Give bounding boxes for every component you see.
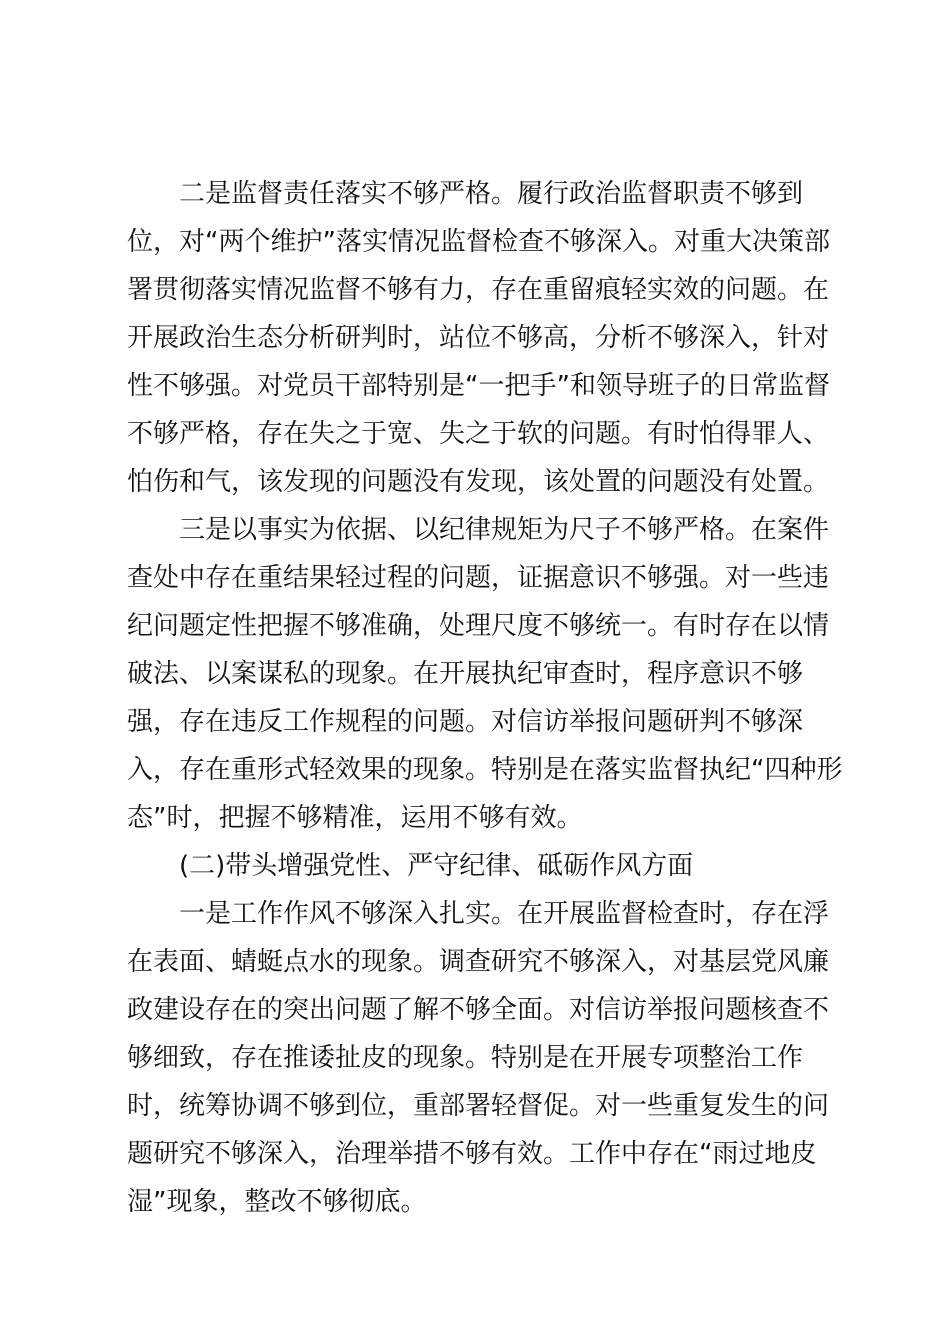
- paragraph-line: 二是监督责任落实不够严格。履行政治监督职责不够到: [179, 179, 804, 209]
- paragraph-line: 破法、以案谋私的现象。在开展执纪审查时，程序意识不够: [127, 659, 804, 689]
- paragraph-line: 不够严格，存在失之于宽、失之于软的问题。有时怕得罪人、: [127, 419, 830, 449]
- paragraph-line: 纪问题定性把握不够准确，处理尺度不够统一。有时存在以情: [127, 611, 830, 641]
- paragraph-line: 在表面、蜻蜓点水的现象。调查研究不够深入，对基层党风廉: [127, 947, 830, 977]
- paragraph-line: 怕伤和气，该发现的问题没有发现，该处置的问题没有处置。: [127, 467, 830, 497]
- paragraph-line: 态”时，把握不够精准，运用不够有效。: [127, 803, 583, 833]
- paragraph-line: 入，存在重形式轻效果的现象。特别是在落实监督执纪“四种形: [127, 755, 843, 785]
- paragraph-line: 一是工作作风不够深入扎实。在开展监督检查时，存在浮: [179, 899, 830, 929]
- paragraph-line: 性不够强。对党员干部特别是“一把手”和领导班子的日常监督: [127, 371, 830, 401]
- paragraph-line: 强，存在违反工作规程的问题。对信访举报问题研判不够深: [127, 707, 804, 737]
- section-heading: (二)带头增强党性、严守纪律、砥砺作风方面: [179, 851, 694, 881]
- paragraph-line: 三是以事实为依据、以纪律规矩为尺子不够严格。在案件: [179, 515, 830, 545]
- paragraph-line: 政建设存在的突出问题了解不够全面。对信访举报问题核查不: [127, 995, 830, 1025]
- paragraph-line: 够细致，存在推诿扯皮的现象。特别是在开展专项整治工作: [127, 1043, 804, 1073]
- paragraph-line: 湿”现象，整改不够彻底。: [127, 1187, 427, 1217]
- document-body: [127, 170, 843, 1226]
- paragraph-line: 查处中存在重结果轻过程的问题，证据意识不够强。对一些违: [127, 563, 830, 593]
- paragraph-line: 开展政治生态分析研判时，站位不够高，分析不够深入，针对: [127, 323, 830, 353]
- paragraph-line: 题研究不够深入，治理举措不够有效。工作中存在“雨过地皮: [127, 1139, 817, 1169]
- paragraph-line: 时，统筹协调不够到位，重部署轻督促。对一些重复发生的问: [127, 1091, 830, 1121]
- paragraph-line: 位，对“两个维护”落实情况监督检查不够深入。对重大决策部: [127, 227, 830, 257]
- paragraph-line: 署贯彻落实情况监督不够有力，存在重留痕轻实效的问题。在: [127, 275, 830, 305]
